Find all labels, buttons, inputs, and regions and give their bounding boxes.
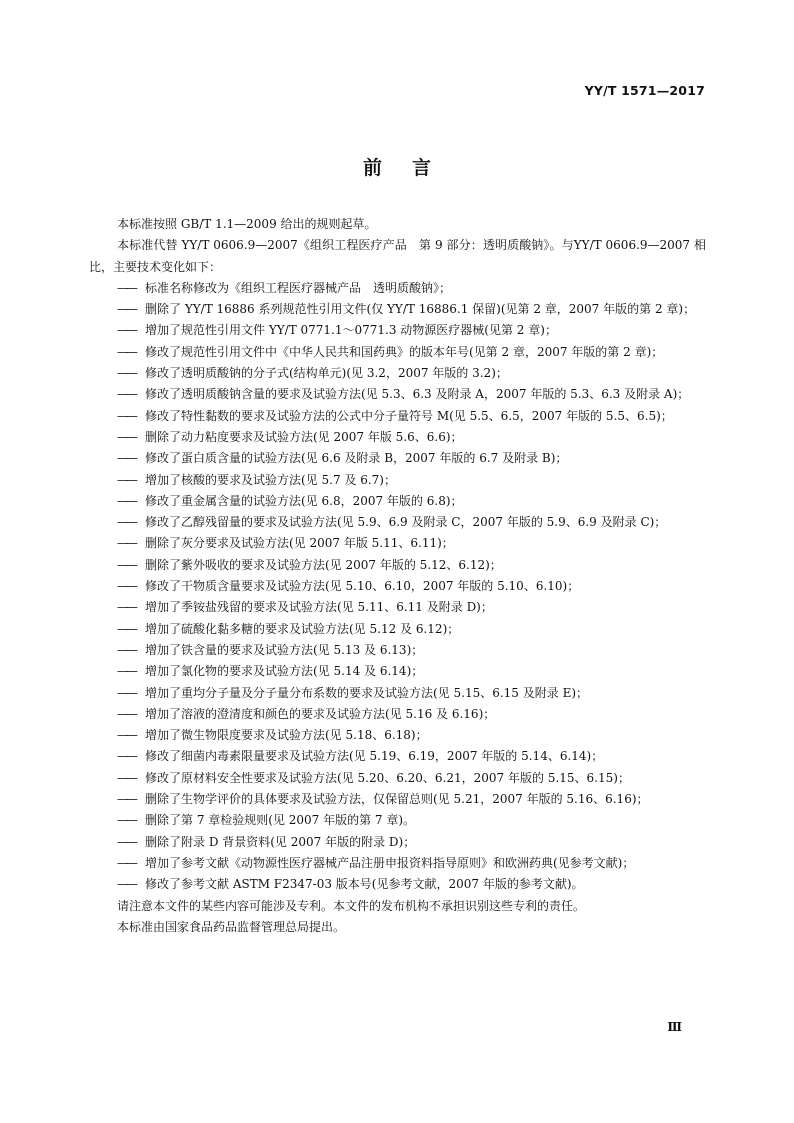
change-text: 增加了规范性引用文件 YY/T 0771.1～0771.3 动物源医疗器械(见第 2 章)； — [145, 323, 557, 338]
dash-symbol: —— — [117, 855, 135, 870]
list-item — [89, 746, 706, 767]
change-text: 增加了氯化物的要求及试验方法(见 5.14 及 6.14)； — [145, 664, 424, 679]
dash-symbol: —— — [117, 302, 135, 317]
list-item — [89, 576, 706, 597]
change-text: 删除了 YY/T 16886 系列规范性引用文件(仅 YY/T 16886.1 保留)(见第 2 章，2007 年版的第 2 章)； — [145, 302, 696, 317]
list-item — [89, 810, 706, 831]
list-item — [89, 768, 706, 789]
paragraph: 本标准代替 YY/T 0606.9—2007《组织工程医疗产品 第 9 部分：透明质酸钠》。与YY/T 0606.9—2007 相比，主要技术变化如下： — [89, 238, 706, 274]
change-text: 删除了生物学评价的具体要求及试验方法，仅保留总则(见 5.21，2007 年版的 5.16、6.16)； — [145, 792, 649, 807]
dash-symbol: —— — [117, 621, 135, 636]
dash-symbol: —— — [117, 557, 135, 572]
list-item — [89, 683, 706, 704]
dash-symbol: —— — [117, 387, 135, 402]
list-item — [89, 555, 706, 576]
list-item — [89, 725, 706, 746]
dash-symbol: —— — [117, 536, 135, 551]
list-item — [89, 406, 706, 427]
change-text: 增加了硫酸化黏多糖的要求及试验方法(见 5.12 及 6.12)； — [145, 621, 460, 636]
list-item — [89, 832, 706, 853]
list-item — [89, 299, 706, 320]
change-text: 增加了参考文献《动物源性医疗器械产品注册申报资料指导原则》和欧洲药典(见参考文献)； — [145, 855, 635, 870]
list-item — [89, 597, 706, 618]
dash-symbol: —— — [117, 877, 135, 892]
dash-symbol: —— — [117, 834, 135, 849]
standard-number: YY/T 1571—2017 — [584, 83, 705, 98]
list-item — [89, 320, 706, 341]
list-item — [89, 384, 706, 405]
list-item — [89, 619, 706, 640]
list-item — [89, 533, 706, 554]
dash-symbol: —— — [117, 493, 135, 508]
list-item — [89, 491, 706, 512]
list-item — [89, 789, 706, 810]
change-text: 删除了第 7 章检验规则(见 2007 年版的第 7 章)。 — [145, 813, 416, 828]
dash-symbol: —— — [117, 813, 135, 828]
list-item — [89, 704, 706, 725]
list-item — [89, 874, 706, 895]
page-number: Ⅲ — [667, 1020, 682, 1034]
list-item — [89, 512, 706, 533]
dash-symbol: —— — [117, 685, 135, 700]
change-text: 增加了溶液的澄清度和颜色的要求及试验方法(见 5.16 及 6.16)； — [145, 706, 496, 721]
change-text: 删除了附录 D 背景资料(见 2007 年版的附录 D)； — [145, 834, 416, 849]
change-text: 修改了参考文献 ASTM F2347-03 版本号(见参考文献，2007 年版的参考文献)。 — [145, 877, 584, 892]
dash-symbol: —— — [117, 280, 135, 295]
change-text: 删除了灰分要求及试验方法(见 2007 年版 5.11、6.11)； — [145, 536, 454, 551]
list-item — [89, 363, 706, 384]
list-item — [89, 640, 706, 661]
list-item — [89, 661, 706, 682]
change-text: 增加了微生物限度要求及试验方法(见 5.18、6.18)； — [145, 728, 428, 743]
dash-symbol: —— — [117, 429, 135, 444]
dash-symbol: —— — [117, 366, 135, 381]
dash-symbol: —— — [117, 600, 135, 615]
dash-symbol: —— — [117, 579, 135, 594]
change-text: 修改了透明质酸钠含量的要求及试验方法(见 5.3、6.3 及附录 A，2007 年版的 5.3、6.3 及附录 A)； — [145, 387, 690, 402]
page-title: 前言 — [362, 157, 461, 179]
change-text: 修改了干物质含量要求及试验方法(见 5.10、6.10，2007 年版的 5.10、6.10)； — [145, 579, 580, 594]
list-item — [89, 427, 706, 448]
list-item — [89, 448, 706, 469]
change-text: 修改了规范性引用文件中《中华人民共和国药典》的版本年号(见第 2 章，2007 年版的第 2 章)； — [145, 344, 664, 359]
paragraph: 本标准按照 GB/T 1.1—2009 给出的规则起草。 — [117, 217, 377, 231]
list-item — [89, 853, 706, 874]
change-text: 修改了重金属含量的试验方法(见 6.8，2007 年版的 6.8)； — [145, 493, 463, 508]
changes-list — [89, 278, 706, 896]
dash-symbol: —— — [117, 792, 135, 807]
change-text: 增加了季铵盐残留的要求及试验方法(见 5.11、6.11 及附录 D)； — [145, 600, 493, 615]
change-text: 增加了重均分子量及分子量分布系数的要求及试验方法(见 5.15、6.15 及附录 E)； — [145, 685, 589, 700]
change-text: 增加了铁含量的要求及试验方法(见 5.13 及 6.13)； — [145, 642, 424, 657]
change-text: 增加了核酸的要求及试验方法(见 5.7 及 6.7)； — [145, 472, 396, 487]
dash-symbol: —— — [117, 472, 135, 487]
dash-symbol: —— — [117, 749, 135, 764]
change-text: 修改了原材料安全性要求及试验方法(见 5.20、6.20、6.21，2007 年版的 5.15、6.15)； — [145, 770, 630, 785]
dash-symbol: —— — [117, 706, 135, 721]
change-text: 修改了蛋白质含量的试验方法(见 6.6 及附录 B，2007 年版的 6.7 及附录 B)； — [145, 451, 568, 466]
dash-symbol: —— — [117, 642, 135, 657]
change-text: 修改了细菌内毒素限量要求及试验方法(见 5.19、6.19，2007 年版的 5.14、6.14)； — [145, 749, 604, 764]
paragraph: 请注意本文件的某些内容可能涉及专利。本文件的发布机构不承担识别这些专利的责任。 — [117, 898, 586, 913]
dash-symbol: —— — [117, 515, 135, 530]
list-item — [89, 278, 706, 299]
document-body — [89, 214, 706, 938]
list-item — [89, 342, 706, 363]
list-item — [89, 470, 706, 491]
change-text: 删除了紫外吸收的要求及试验方法(见 2007 年版的 5.12、6.12)； — [145, 557, 502, 572]
paragraph: 本标准由国家食品药品监督管理总局提出。 — [117, 919, 346, 934]
change-text: 修改了特性黏数的要求及试验方法的公式中分子量符号 M(见 5.5、6.5，2007 年版的 5.5、6.5)； — [145, 408, 673, 423]
dash-symbol: —— — [117, 344, 135, 359]
dash-symbol: —— — [117, 408, 135, 423]
dash-symbol: —— — [117, 728, 135, 743]
change-text: 修改了透明质酸钠的分子式(结构单元)(见 3.2，2007 年版的 3.2)； — [145, 366, 508, 381]
dash-symbol: —— — [117, 770, 135, 785]
dash-symbol: —— — [117, 451, 135, 466]
dash-symbol: —— — [117, 323, 135, 338]
change-text: 标准名称修改为《组织工程医疗器械产品 透明质酸钠》； — [145, 280, 452, 295]
dash-symbol: —— — [117, 664, 135, 679]
change-text: 修改了乙醇残留量的要求及试验方法(见 5.9、6.9 及附录 C，2007 年版的 5.9、6.9 及附录 C)； — [145, 515, 667, 530]
change-text: 删除了动力粘度要求及试验方法(见 2007 年版 5.6、6.6)； — [145, 429, 463, 444]
